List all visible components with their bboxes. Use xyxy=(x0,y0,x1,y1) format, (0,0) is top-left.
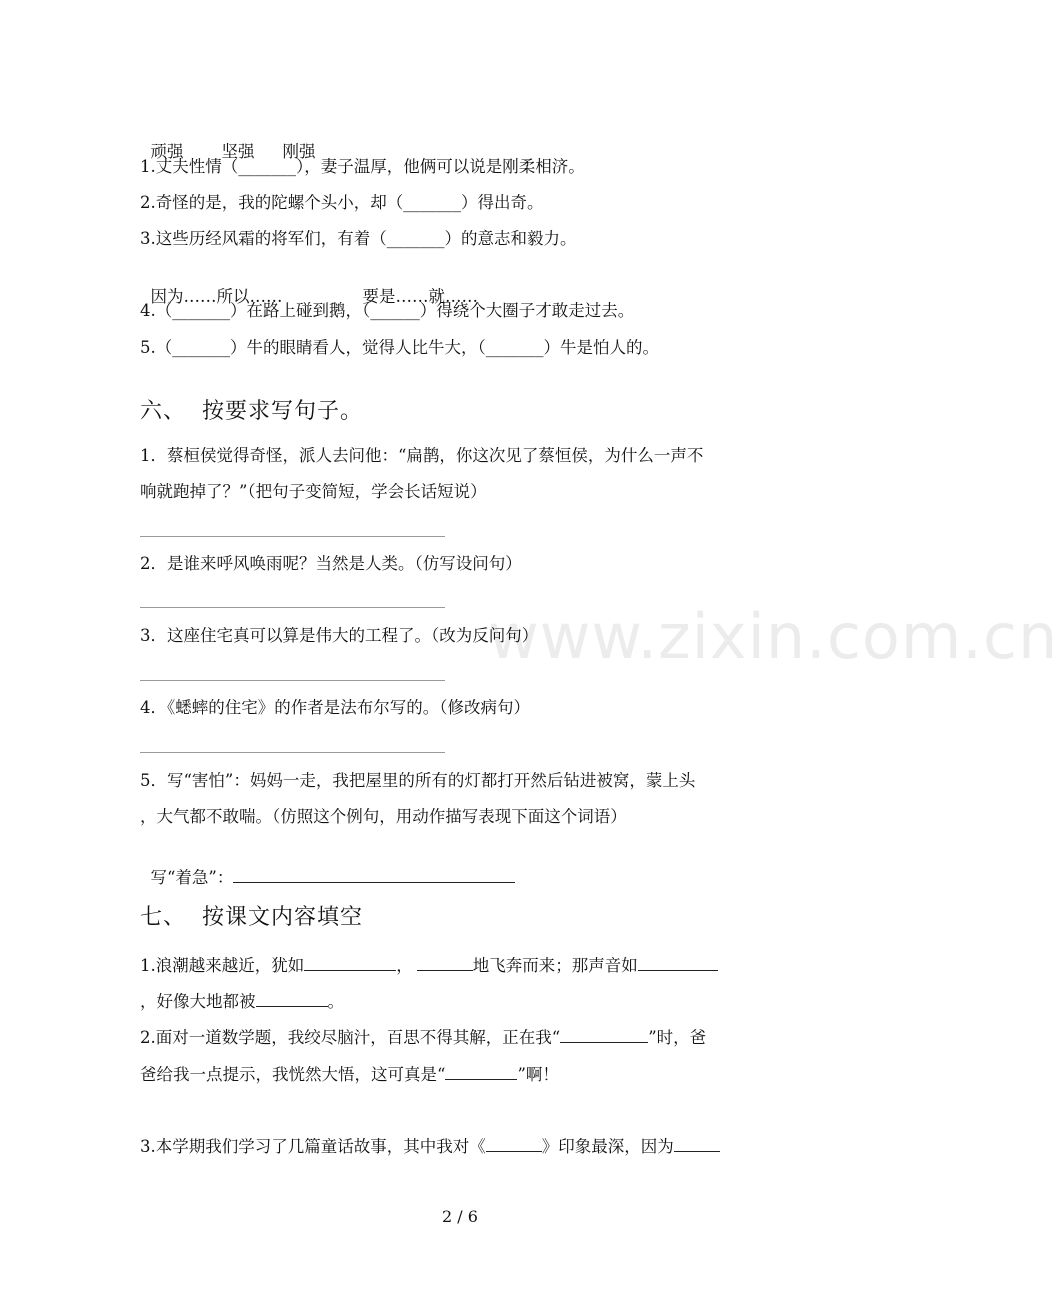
conj-option: 因为……所以…… xyxy=(150,287,283,306)
blank[interactable] xyxy=(304,952,396,971)
s6-q5-line2: ，大气都不敢喘。（仿照这个例句，用动作描写表现下面这个词语） xyxy=(140,807,627,826)
s6-q5-prompt: 写“着急”： xyxy=(140,842,515,889)
fill-item-4: 4.（_______）在路上碰到鹅，（______）得绕个大圈子才敢走过去。 xyxy=(140,301,635,320)
word-option: 顽强 xyxy=(150,142,184,161)
fill-item-1: 1.丈夫性情（_______），妻子温厚，他俩可以说是刚柔相济。 xyxy=(140,157,585,176)
answer-line[interactable] xyxy=(140,680,445,681)
blank[interactable]: _______ xyxy=(386,229,445,248)
answer-line[interactable] xyxy=(140,752,445,753)
s7-q2-line1: 2.面对一道数学题，我绞尽脑汁，百思不得其解，正在我“ ”时，爸 xyxy=(140,1024,706,1049)
section-7-title: 七、 按课文内容填空 xyxy=(140,905,363,930)
s6-q4: 4．《蟋蟀的住宅》的作者是法布尔写的。（修改病句） xyxy=(140,698,530,717)
answer-line[interactable] xyxy=(233,864,515,883)
blank[interactable]: _______ xyxy=(172,338,230,357)
page-number: 2 / 6 xyxy=(442,1207,478,1226)
s7-q2-line2: 爸给我一点提示，我恍然大悟，这可真是“ ”啊！ xyxy=(140,1061,559,1086)
s7-q1-line2: ，好像大地都被 。 xyxy=(140,988,344,1013)
section-6-title: 六、 按要求写句子。 xyxy=(140,399,363,424)
conj-option: 要是……就…… xyxy=(362,287,478,306)
blank[interactable]: _______ xyxy=(238,157,296,176)
answer-line[interactable] xyxy=(140,536,445,537)
s7-q3-line1: 3.本学期我们学习了几篇童话故事，其中我对《 》印象最深，因为 xyxy=(140,1133,720,1158)
blank[interactable] xyxy=(417,952,473,971)
blank[interactable] xyxy=(445,1061,517,1080)
blank[interactable]: _______ xyxy=(403,193,461,212)
blank[interactable]: ______ xyxy=(370,301,420,320)
fill-item-5: 5.（_______）牛的眼睛看人，觉得人比牛大，（_______）牛是怕人的。 xyxy=(140,338,659,357)
blank[interactable]: _______ xyxy=(485,338,544,357)
fill-item-3: 3.这些历经风霜的将军们，有着（_______）的意志和毅力。 xyxy=(140,229,577,248)
blank[interactable] xyxy=(674,1133,720,1152)
blank[interactable]: _______ xyxy=(172,301,230,320)
word-option: 坚强 xyxy=(221,142,255,161)
s6-q5-line1: 5．写“害怕”：妈妈一走，我把屋里的所有的灯都打开然后钻进被窝，蒙上头 xyxy=(140,771,696,790)
blank[interactable] xyxy=(486,1133,542,1152)
s6-q1-line1: 1．蔡桓侯觉得奇怪，派人去问他：“扁鹊，你这次见了蔡恒侯，为什么一声不 xyxy=(140,446,704,465)
s7-q1-line1: 1.浪潮越来越近，犹如 ， 地飞奔而来；那声音如 xyxy=(140,952,718,977)
fill-item-2: 2.奇怪的是，我的陀螺个头小，却（_______）得出奇。 xyxy=(140,193,544,212)
blank[interactable] xyxy=(256,988,328,1007)
blank[interactable] xyxy=(560,1024,648,1043)
watermark: www.zixin.com.cn xyxy=(488,600,1058,673)
blank[interactable] xyxy=(638,952,718,971)
s6-q3: 3．这座住宅真可以算是伟大的工程了。（改为反问句） xyxy=(140,626,539,645)
word-option: 刚强 xyxy=(282,142,316,161)
answer-line[interactable] xyxy=(140,607,445,608)
s6-q2: 2．是谁来呼风唤雨呢？当然是人类。（仿写设问句） xyxy=(140,554,522,573)
s6-q1-line2: 响就跑掉了？”（把句子变简短，学会长话短说） xyxy=(140,482,487,501)
